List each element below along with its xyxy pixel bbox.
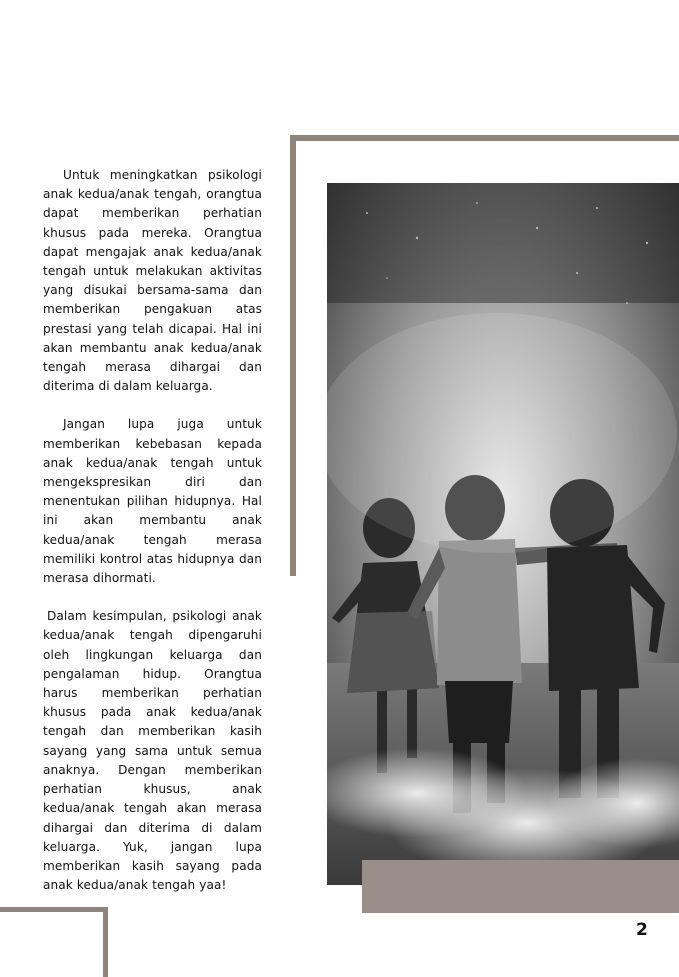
children-photo: [327, 183, 679, 885]
paragraph: Dalam kesimpulan, psikologi anak kedua/anak tengah dipengaruhi oleh lingkungan keluarga dan pengalaman hidup. Orangtua harus memberikan perhatian khusus pada anak kedua/anak tengah dan memberikan kasih sayang yang sama untuk semua anaknya. Dengan memberikan perhatian khusus, anak kedua/anak tengah akan merasa dihargai dan diterima di dalam keluarga. Yuk, jangan lupa memberikan kasih sayang pada anak kedua/anak tengah yaa!: [43, 609, 262, 893]
paragraph: Jangan lupa juga untuk memberikan kebebasan kepada anak kedua/anak tengah untuk mengekspresikan diri dan menentukan pilihan hidupnya. Hal ini akan membantu anak kedua/anak tengah merasa memiliki kontrol atas hidupnya dan merasa dihormati.: [43, 417, 262, 586]
paragraph: Untuk meningkatkan psikologi anak kedua/anak tengah, orangtua dapat memberikan perhatian khusus pada mereka. Orangtua dapat mengajak anak kedua/anak tengah untuk melakukan aktivitas yang disukai bersama-sama dan memberikan pengakuan atas prestasi yang telah dicapai. Hal ini akan membantu anak kedua/anak tengah merasa dihargai dan diterima di dalam keluarga.: [43, 168, 262, 394]
decorative-frame-bottom: [0, 907, 108, 977]
decorative-band: [362, 860, 679, 913]
page-number: 2: [636, 920, 648, 940]
article-text: [43, 166, 262, 914]
